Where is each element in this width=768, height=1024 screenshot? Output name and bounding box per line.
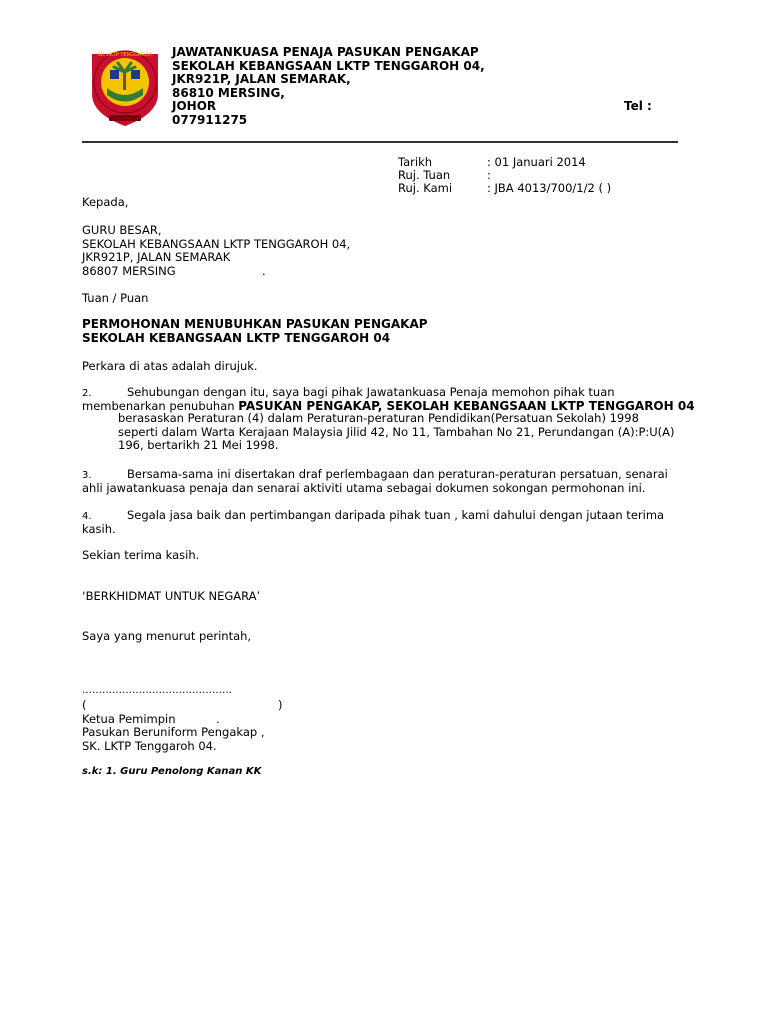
subject-line: SEKOLAH KEBANGSAAN LKTP TENGGAROH 04 — [82, 331, 391, 345]
carbon-copy: s.k: 1. Guru Penolong Kanan KK — [82, 766, 262, 777]
ruj-kami-label: Ruj. Kami — [398, 181, 453, 195]
para3-text: Bersama-sama ini disertakan draf perlembagaan dan peraturan-peraturan persatuan, senarai — [127, 467, 668, 481]
recipient-line: SEKOLAH KEBANGSAAN LKTP TENGGAROH 04, — [82, 236, 351, 251]
ruj-tuan-label: Ruj. Tuan — [398, 168, 451, 182]
header-divider — [82, 141, 678, 143]
school-logo-crest — [90, 42, 160, 128]
motto: ‘BERKHIDMAT UNTUK NEGARA’ — [82, 589, 261, 603]
address-line: JKR921P, JALAN SEMARAK, — [172, 72, 351, 86]
recipient-line: GURU BESAR, — [82, 223, 162, 237]
signature-close-paren: ) — [278, 698, 283, 712]
phone-number: 077911275 — [172, 112, 248, 127]
recipient-trailing-dot: . — [262, 263, 266, 278]
org-name-line: JAWATANKUASA PENAJA PASUKAN PENGAKAP — [172, 45, 479, 59]
signature-open-paren: ( — [82, 698, 87, 712]
signer-unit: Pasukan Beruniform Pengakap , — [82, 725, 265, 739]
school-name-line: SEKOLAH KEBANGSAAN LKTP TENGGAROH 04, — [172, 58, 485, 73]
tarikh-value: : 01 Januari 2014 — [487, 155, 586, 169]
para4-line2: kasih. — [82, 521, 116, 536]
ruj-kami-value: : JBA 4013/700/1/2 ( ) — [487, 181, 612, 195]
signer-title-dot: . — [216, 711, 220, 726]
para2-rest: berasaskan Peraturan (4) dalam Peraturan-peraturan Pendidikan(Persatuan Sekolah) 1998 seperti dalam Warta Kerajaan Malaysia Jilid 42, No 11, Tambahan No 21, Perundangan (A):P:U(A) 196, bertarikh 21 Mei 1998. — [118, 411, 675, 452]
para2-number: 2. — [82, 388, 92, 399]
para3-number: 3. — [82, 470, 92, 481]
para4-line1 — [82, 508, 664, 524]
para4-text: Segala jasa baik dan pertimbangan daripada pihak tuan , kami dahului dengan jutaan terima — [127, 508, 665, 522]
intro-text: Perkara di atas adalah dirujuk. — [82, 359, 258, 373]
kepada: Kepada, — [82, 195, 129, 209]
signer-title: Ketua Pemimpin — [82, 711, 176, 726]
subject-line: PERMOHONAN MENUBUHKAN PASUKAN PENGAKAP — [82, 317, 428, 331]
para3-line2: ahli jawatankuasa penaja dan senarai aktiviti utama sebagai dokumen sokongan permohonan ini. — [82, 481, 646, 495]
closing-thanks: Sekian terima kasih. — [82, 548, 200, 562]
tarikh-label: Tarikh — [398, 155, 433, 169]
recipient-line: 86807 MERSING — [82, 263, 176, 278]
para2-line2-pre: membenarkan penubuhan — [82, 398, 239, 413]
recipient-line: JKR921P, JALAN SEMARAK — [82, 250, 231, 264]
ruj-tuan-value: : — [487, 168, 491, 182]
postcode-line: 86810 MERSING, — [172, 85, 285, 100]
signer-school: SK. LKTP Tenggaroh 04. — [82, 738, 217, 753]
logo-text: SK. LKTP TENGGAROH — [97, 52, 153, 58]
signature-dots: ……………………………………… — [82, 685, 232, 696]
tel-label: Tel : — [624, 99, 652, 113]
salutation: Tuan / Puan — [82, 291, 149, 305]
para4-number: 4. — [82, 511, 92, 522]
state-line: JOHOR — [172, 99, 217, 113]
para2-text: Sehubungan dengan itu, saya bagi pihak Jawatankuasa Penaja memohon pihak tuan — [127, 385, 615, 399]
closing-perintah: Saya yang menurut perintah, — [82, 629, 252, 643]
para2-line2-bold: PASUKAN PENGAKAP, SEKOLAH KEBANGSAAN LKTP TENGGAROH 04 — [238, 398, 695, 413]
